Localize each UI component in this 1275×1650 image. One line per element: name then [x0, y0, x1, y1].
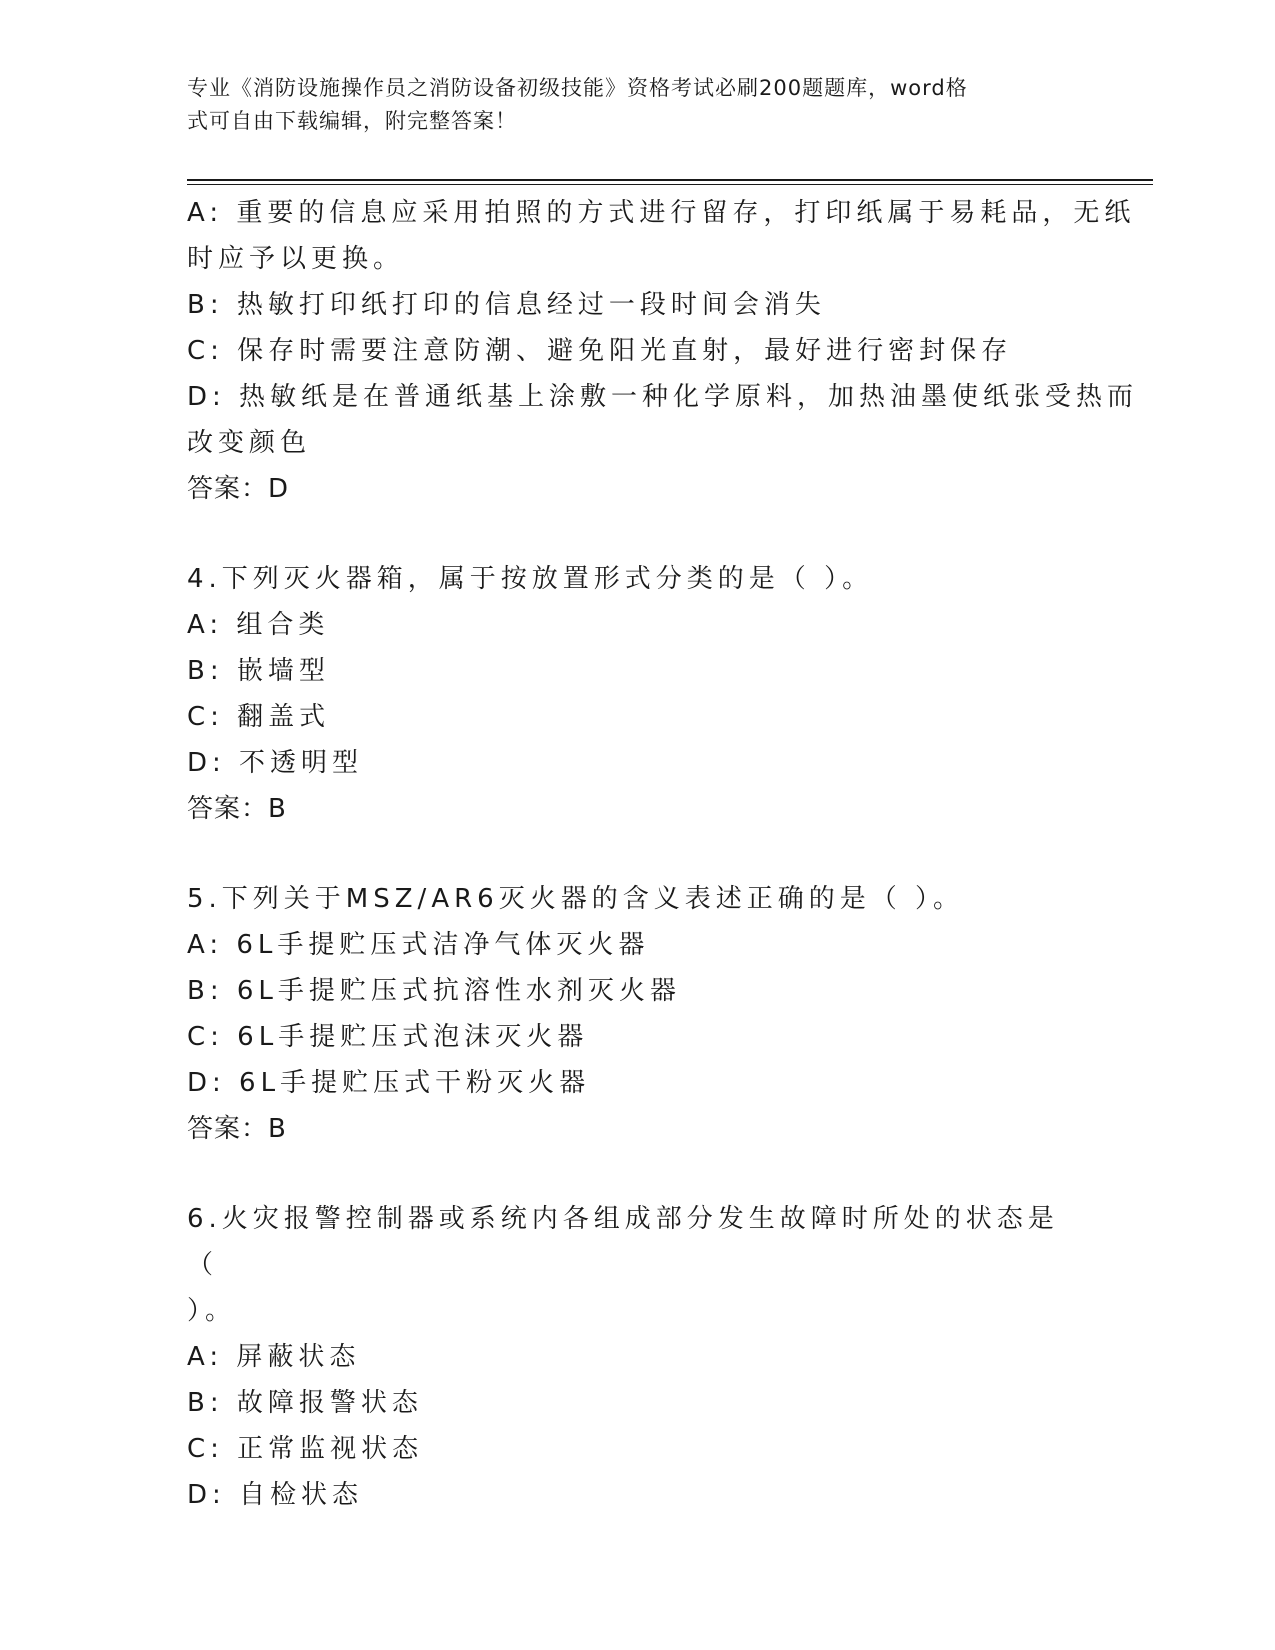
- question-4: [187, 556, 1087, 832]
- q6-option-b: B: 故障报警状态: [187, 1388, 423, 1418]
- q6-option-c: C: 正常监视状态: [187, 1434, 424, 1464]
- q5-title: 5.下列关于MSZ/AR6灭火器的含义表述正确的是（ ）。: [187, 884, 964, 914]
- q4-title: 4.下列灭火器箱，属于按放置形式分类的是（ ）。: [187, 564, 874, 594]
- spacer: [187, 832, 1087, 876]
- q3-option-a-line-1: A: 重要的信息应采用拍照的方式进行留存，打印纸属于易耗品，无纸: [187, 198, 1136, 228]
- question-content: [187, 190, 1139, 1518]
- header-divider-thick: [187, 179, 1153, 181]
- header-line-2: 式可自由下载编辑，附完整答案！: [187, 109, 517, 133]
- q6-title-line-2: ）。: [187, 1296, 237, 1326]
- q6-title-line-1: 6.火灾报警控制器或系统内各组成部分发生故障时所处的状态是（: [187, 1204, 1059, 1280]
- q4-option-d: D: 不透明型: [187, 748, 364, 778]
- question-5: [187, 876, 1087, 1152]
- q5-option-d: D: 6L手提贮压式干粉灭火器: [187, 1068, 591, 1098]
- q3-option-a-line-2: 时应予以更换。: [187, 244, 405, 274]
- q5-answer: 答案：B: [187, 1114, 287, 1144]
- document-header: [187, 72, 1067, 138]
- header-divider-thin: [187, 184, 1153, 185]
- q4-option-c: C: 翻盖式: [187, 702, 331, 732]
- q5-option-b: B: 6L手提贮压式抗溶性水剂灭火器: [187, 976, 681, 1006]
- spacer: [187, 512, 1087, 556]
- question-3: [187, 190, 1139, 512]
- q3-answer: 答案：D: [187, 474, 290, 504]
- q3-option-c: C: 保存时需要注意防潮、避免阳光直射，最好进行密封保存: [187, 336, 1013, 366]
- q3-option-b: B: 热敏打印纸打印的信息经过一段时间会消失: [187, 290, 826, 320]
- q5-option-a: A: 6L手提贮压式洁净气体灭火器: [187, 930, 650, 960]
- header-line-1: 专业《消防设施操作员之消防设备初级技能》资格考试必刷200题题库，word格: [187, 76, 968, 100]
- q6-option-d: D: 自检状态: [187, 1480, 364, 1510]
- q3-option-d-line-2: 改变颜色: [187, 428, 312, 458]
- question-6: [187, 1196, 1087, 1518]
- q4-answer: 答案：B: [187, 794, 287, 824]
- q3-option-d-line-1: D: 热敏纸是在普通纸基上涂敷一种化学原料，加热油墨使纸张受热而: [187, 382, 1139, 412]
- q4-option-a: A: 组合类: [187, 610, 330, 640]
- q5-option-c: C: 6L手提贮压式泡沫灭火器: [187, 1022, 589, 1052]
- q6-option-a: A: 屏蔽状态: [187, 1342, 361, 1372]
- q4-option-b: B: 嵌墙型: [187, 656, 330, 686]
- spacer: [187, 1152, 1087, 1196]
